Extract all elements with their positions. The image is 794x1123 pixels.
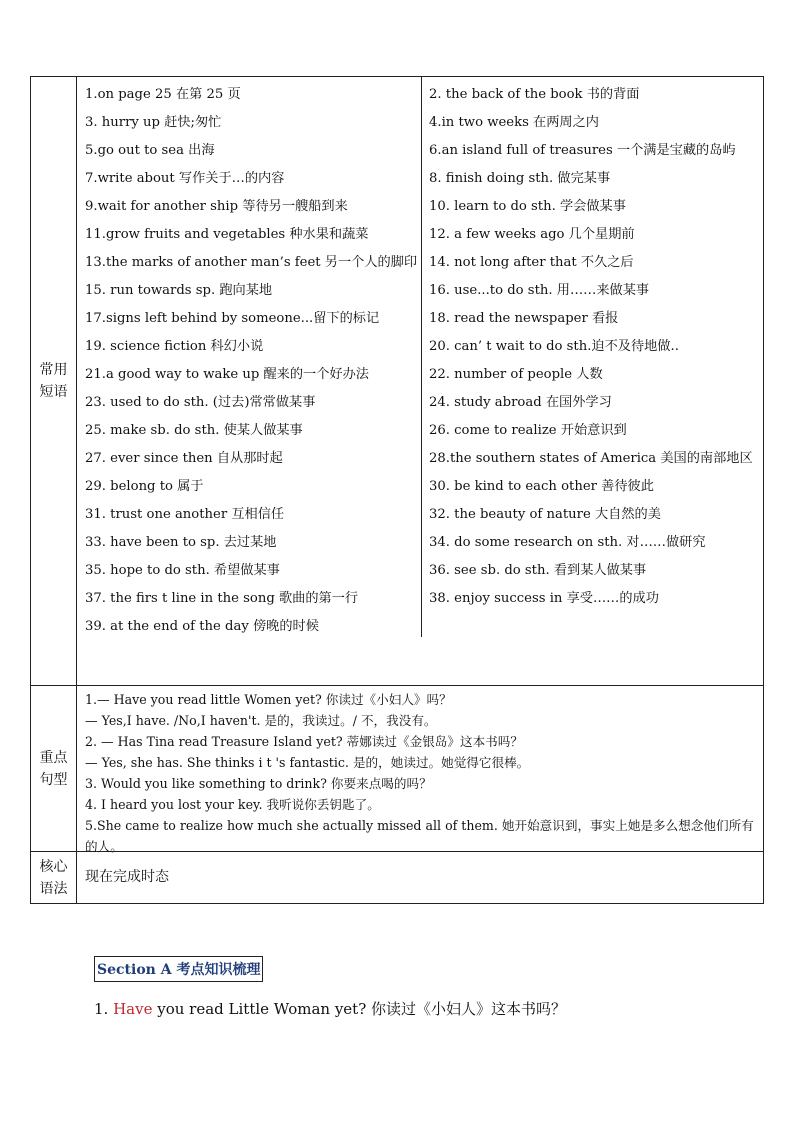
sentence-item: 4. I heard you lost your key. 我听说你丢钥匙了。 — [85, 797, 380, 812]
phrase-item: 28.the southern states of America 美国的南部地区 — [429, 451, 753, 466]
phrases-left-column — [85, 83, 425, 643]
phrase-item: 2. the back of the book 书的背面 — [429, 87, 640, 102]
sentences-list — [85, 689, 757, 857]
sentences-label-cell — [31, 686, 77, 851]
sentence-item: 2. — Has Tina read Treasure Island yet? 蒂娜读过《金银岛》这本书吗？ — [85, 734, 523, 749]
phrase-item: 17.signs left behind by someone...留下的标记 — [85, 311, 380, 326]
phrase-item: 9.wait for another ship 等待另一艘船到来 — [85, 199, 348, 214]
sentences-content — [77, 686, 763, 854]
phrase-item: 33. have been to sp. 去过某地 — [85, 535, 277, 550]
sentence-item: 5.She came to realize how much she actually missed all of them. 她开始意识到，事实上她是多么想念他们所有的人。 — [85, 818, 754, 854]
summary-table — [30, 76, 764, 904]
grammar-text: 现在完成时态 — [85, 869, 169, 885]
first-sentence — [94, 998, 566, 1019]
sentence-item: — Yes,I have. /No,I haven't. 是的，我读过。/ 不，我没有。 — [85, 713, 437, 728]
phrase-item: 20. can’ t wait to do sth.迫不及待地做.. — [429, 339, 679, 354]
phrase-item: 27. ever since then 自从那时起 — [85, 451, 283, 466]
grammar-content — [77, 852, 763, 904]
phrases-right-column — [429, 83, 765, 615]
phrase-item: 8. finish doing sth. 做完某事 — [429, 171, 611, 186]
phrases-label-cell — [31, 77, 77, 685]
grammar-label: 核心语法 — [39, 859, 68, 897]
phrase-item: 37. the firs t line in the song 歌曲的第一行 — [85, 591, 359, 606]
phrase-item: 21.a good way to wake up 醒来的一个好办法 — [85, 367, 369, 382]
phrase-item: 4.in two weeks 在两周之内 — [429, 115, 599, 130]
phrases-row — [31, 77, 763, 686]
sentence-item: 3. Would you like something to drink? 你要来点喝的吗？ — [85, 776, 432, 791]
phrase-item: 11.grow fruits and vegetables 种水果和蔬菜 — [85, 227, 369, 242]
phrase-item: 16. use...to do sth. 用……来做某事 — [429, 283, 650, 298]
phrase-item: 39. at the end of the day 傍晚的时候 — [85, 619, 319, 634]
phrase-item: 26. come to realize 开始意识到 — [429, 423, 627, 438]
phrase-item: 14. not long after that 不久之后 — [429, 255, 634, 270]
phrase-item: 24. study abroad 在国外学习 — [429, 395, 612, 410]
grammar-row — [31, 852, 763, 904]
phrase-item: 25. make sb. do sth. 使某人做某事 — [85, 423, 303, 438]
phrase-item: 6.an island full of treasures 一个满是宝藏的岛屿 — [429, 143, 736, 158]
sentences-row — [31, 686, 763, 852]
phrases-content — [77, 77, 763, 685]
grammar-label-cell — [31, 852, 77, 904]
phrase-item: 29. belong to 属于 — [85, 479, 204, 494]
phrases-label: 常用短语 — [39, 362, 68, 400]
phrase-item: 35. hope to do sth. 希望做某事 — [85, 563, 280, 578]
phrase-item: 30. be kind to each other 善待彼此 — [429, 479, 654, 494]
phrase-item: 36. see sb. do sth. 看到某人做某事 — [429, 563, 647, 578]
phrase-item: 22. number of people 人数 — [429, 367, 603, 382]
phrase-item: 7.write about 写作关于…的内容 — [85, 171, 285, 186]
phrase-item: 32. the beauty of nature 大自然的美 — [429, 507, 661, 522]
sentence-item: — Yes, she has. She thinks i t 's fantastic. 是的，她读过。她觉得它很棒。 — [85, 755, 530, 770]
phrase-item: 3. hurry up 赶快;匆忙 — [85, 115, 222, 130]
phrase-item: 5.go out to sea 出海 — [85, 143, 215, 158]
phrase-item: 18. read the newspaper 看报 — [429, 311, 619, 326]
phrase-item: 12. a few weeks ago 几个星期前 — [429, 227, 635, 242]
phrase-item: 38. enjoy success in 享受……的成功 — [429, 591, 659, 606]
phrase-item: 10. learn to do sth. 学会做某事 — [429, 199, 626, 214]
phrase-item: 23. used to do sth. (过去)常常做某事 — [85, 395, 316, 410]
phrase-item: 31. trust one another 互相信任 — [85, 507, 285, 522]
first-sentence-emphasis: Have — [113, 1000, 153, 1018]
phrase-item: 19. science fiction 科幻小说 — [85, 339, 264, 354]
section-heading: Section A 考点知识梳理 — [94, 956, 263, 982]
phrase-item: 34. do some research on sth. 对……做研究 — [429, 535, 706, 550]
first-sentence-rest: you read Little Woman yet? 你读过《小妇人》这本书吗？ — [157, 1000, 567, 1018]
sentence-item: 1.— Have you read little Women yet? 你读过《小妇人》吗？ — [85, 692, 452, 707]
sentences-label: 重点句型 — [39, 749, 68, 788]
first-sentence-number: 1. — [94, 1000, 109, 1018]
phrase-item: 1.on page 25 在第 25 页 — [85, 87, 241, 102]
phrase-item: 15. run towards sp. 跑向某地 — [85, 283, 273, 298]
phrase-item: 13.the marks of another man’s feet 另一个人的脚印 — [85, 255, 418, 270]
